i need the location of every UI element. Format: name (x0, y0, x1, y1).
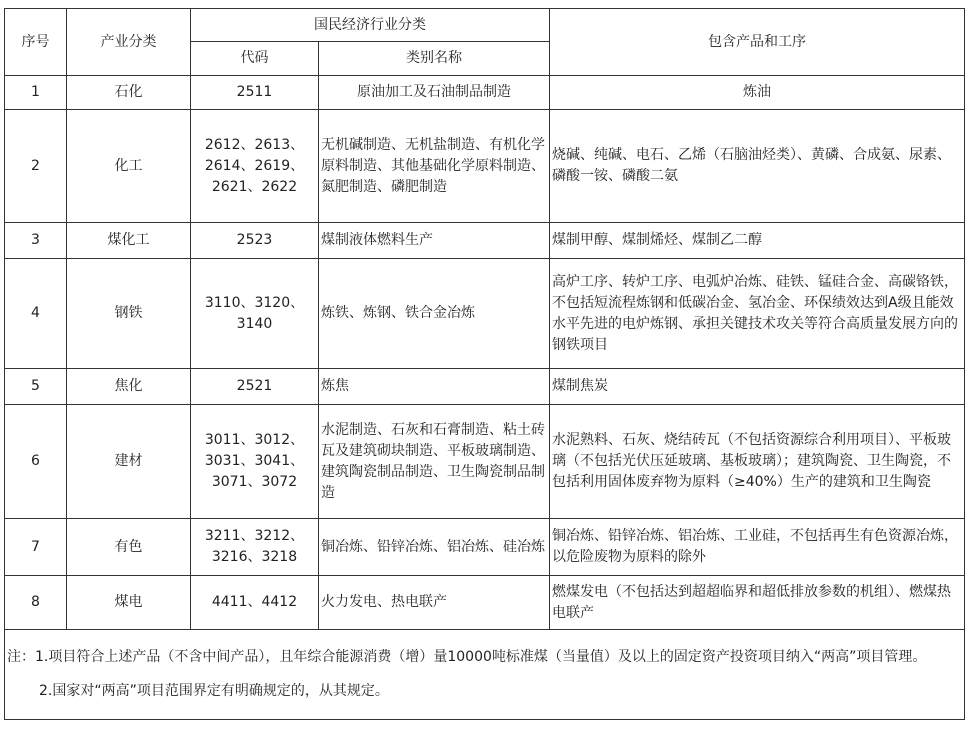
row-products: 水泥熟料、石灰、烧结砖瓦（不包括资源综合利用项目）、平板玻璃（不包括光伏压延玻璃、基板玻璃）；建筑陶瓷、卫生陶瓷，不包括利用固体废弃物为原料（≥40%）生产的建筑和卫生陶瓷 (550, 405, 965, 519)
row-code: 3211、3212、3216、3218 (191, 519, 319, 576)
row-products: 煤制焦炭 (550, 369, 965, 405)
row-code: 3110、3120、3140 (191, 259, 319, 369)
row-code: 2511 (191, 76, 319, 110)
row-products: 煤制甲醇、煤制烯烃、煤制乙二醇 (550, 223, 965, 259)
table-row (5, 369, 965, 405)
row-seq: 7 (5, 519, 67, 576)
row-category: 炼铁、炼钢、铁合金冶炼 (319, 259, 550, 369)
table-row (5, 576, 965, 630)
header-national-classification: 国民经济行业分类 (191, 9, 550, 42)
notes-row (5, 630, 965, 720)
header-category: 类别名称 (319, 42, 550, 76)
row-category: 煤制液体燃料生产 (319, 223, 550, 259)
row-products: 炼油 (550, 76, 965, 110)
row-products: 燃煤发电（不包括达到超超临界和超低排放参数的机组）、燃煤热电联产 (550, 576, 965, 630)
row-seq: 3 (5, 223, 67, 259)
header-code: 代码 (191, 42, 319, 76)
row-category: 铜冶炼、铅锌冶炼、铝冶炼、硅冶炼 (319, 519, 550, 576)
row-seq: 1 (5, 76, 67, 110)
table-row (5, 76, 965, 110)
row-industry: 钢铁 (67, 259, 191, 369)
table-row (5, 110, 965, 223)
row-category: 火力发电、热电联产 (319, 576, 550, 630)
row-industry: 石化 (67, 76, 191, 110)
row-seq: 6 (5, 405, 67, 519)
row-category: 原油加工及石油制品制造 (319, 76, 550, 110)
row-code: 2612、2613、2614、2619、2621、2622 (191, 110, 319, 223)
row-industry: 化工 (67, 110, 191, 223)
row-category: 炼焦 (319, 369, 550, 405)
industry-table-container (4, 8, 965, 720)
row-category: 水泥制造、石灰和石膏制造、粘土砖瓦及建筑砌块制造、平板玻璃制造、建筑陶瓷制品制造、卫生陶瓷制品制造 (319, 405, 550, 519)
row-code: 2521 (191, 369, 319, 405)
row-products: 高炉工序、转炉工序、电弧炉冶炼、硅铁、锰硅合金、高碳铬铁，不包括短流程炼钢和低碳冶金、氢冶金、环保绩效达到A级且能效水平先进的电炉炼钢、承担关键技术攻关等符合高质量发展方向的钢铁项目 (550, 259, 965, 369)
table-row (5, 223, 965, 259)
row-seq: 4 (5, 259, 67, 369)
row-industry: 焦化 (67, 369, 191, 405)
row-seq: 8 (5, 576, 67, 630)
table-row (5, 259, 965, 369)
header-products: 包含产品和工序 (550, 9, 965, 76)
row-industry: 建材 (67, 405, 191, 519)
two-high-industry-table (4, 8, 965, 720)
row-category: 无机碱制造、无机盐制造、有机化学原料制造、其他基础化学原料制造、氮肥制造、磷肥制造 (319, 110, 550, 223)
row-code: 2523 (191, 223, 319, 259)
header-industry: 产业分类 (67, 9, 191, 76)
row-industry: 煤化工 (67, 223, 191, 259)
note-1: 注：1.项目符合上述产品（不含中间产品），且年综合能源消费（增）量10000吨标准煤（当量值）及以上的固定资产投资项目纳入“两高”项目管理。 (7, 649, 927, 665)
row-industry: 煤电 (67, 576, 191, 630)
row-industry: 有色 (67, 519, 191, 576)
table-row (5, 405, 965, 519)
note-2: 2.国家对“两高”项目范围界定有明确规定的，从其规定。 (39, 683, 389, 699)
row-code: 3011、3012、3031、3041、3071、3072 (191, 405, 319, 519)
notes-cell (5, 630, 965, 720)
row-code: 4411、4412 (191, 576, 319, 630)
header-seq: 序号 (5, 9, 67, 76)
row-seq: 2 (5, 110, 67, 223)
table-row (5, 519, 965, 576)
row-products: 铜冶炼、铅锌冶炼、铝冶炼、工业硅，不包括再生有色资源冶炼，以危险废物为原料的除外 (550, 519, 965, 576)
row-products: 烧碱、纯碱、电石、乙烯（石脑油烃类）、黄磷、合成氨、尿素、磷酸一铵、磷酸二氨 (550, 110, 965, 223)
row-seq: 5 (5, 369, 67, 405)
